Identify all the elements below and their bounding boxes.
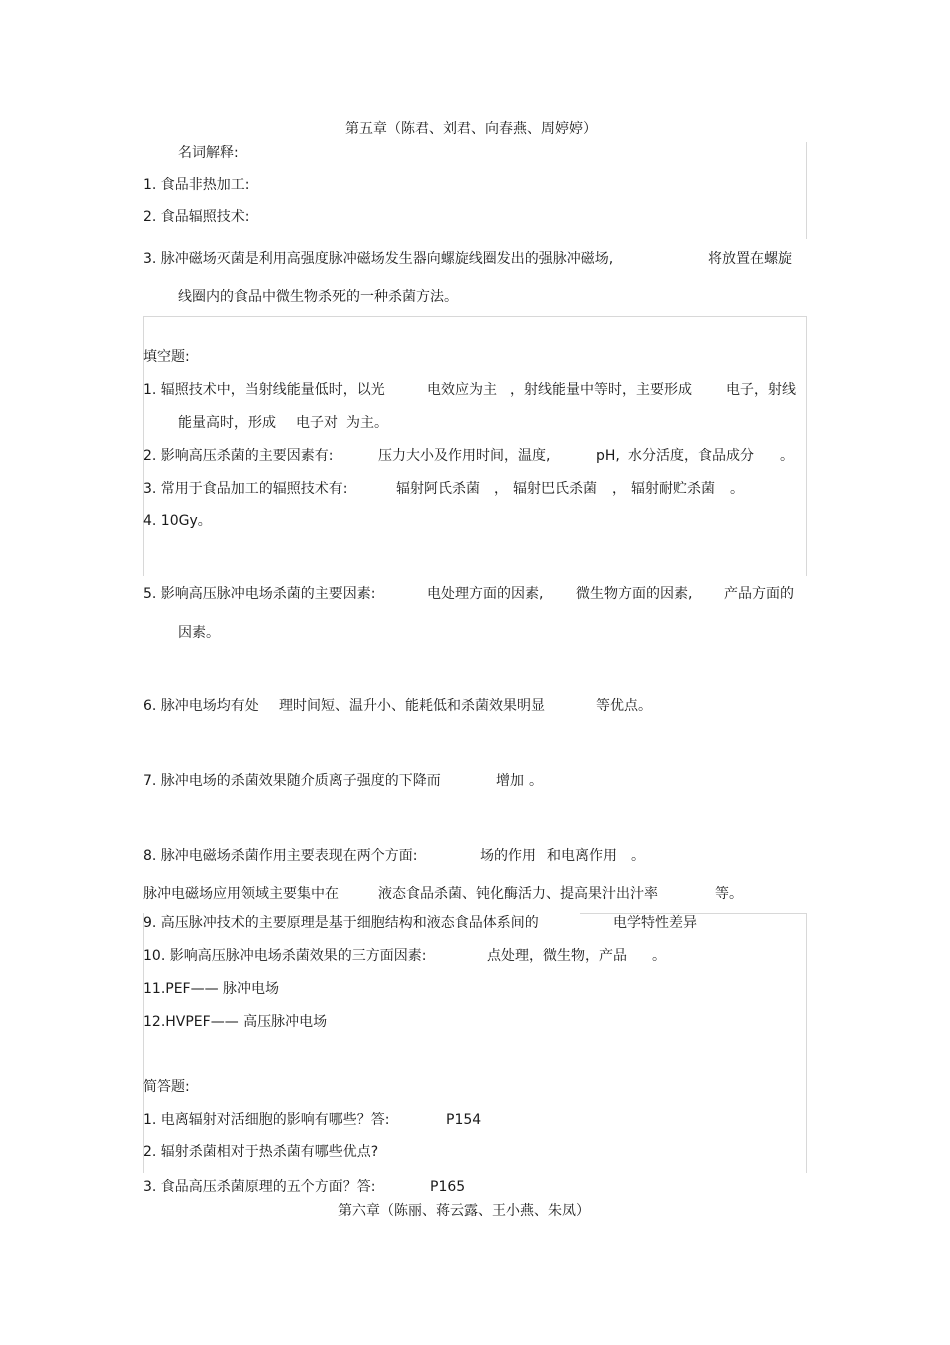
short-item: 3. 食品高压杀菌原理的五个方面？答: <box>143 1179 376 1195</box>
fill-item: 。 <box>529 773 543 789</box>
fill-item: 5. 影响高压脉冲电场杀菌的主要因素: <box>143 586 376 602</box>
fill-item: 11.PEF—— 脉冲电场 <box>143 981 280 997</box>
fill-answer: 压力大小及作用时间，温度, <box>378 448 551 464</box>
fill-answer: 因素。 <box>178 625 220 641</box>
fill-item: 能量高时，形成 <box>178 415 276 431</box>
fill-item: 6. 脉冲电场均有处 <box>143 698 259 714</box>
fill-item: 。 <box>652 948 666 964</box>
fill-answer: 辐射巴氏杀菌 <box>513 481 597 497</box>
fill-answer: 液态食品杀菌、钝化酶活力、提高果汁出汁率 <box>378 886 658 902</box>
term-item: 1. 食品非热加工: <box>143 177 250 193</box>
fill-answer: 产品方面的 <box>724 586 794 602</box>
fill-answer: 辐射耐贮杀菌 <box>631 481 715 497</box>
fill-item: ， <box>612 481 626 497</box>
fill-answer: 理时间短、温升小、能耗低和杀菌效果明显 <box>279 698 545 714</box>
frame-line <box>806 316 807 576</box>
fill-item: 7. 脉冲电场的杀菌效果随介质离子强度的下降而 <box>143 773 441 789</box>
fill-answer: 点处理，微生物，产品 <box>487 948 627 964</box>
fill-item: 。 <box>730 481 744 497</box>
fill-item: 3. 常用于食品加工的辐照技术有: <box>143 481 348 497</box>
term-item: 3. 脉冲磁场灭菌是利用高强度脉冲磁场发生器向螺旋线圈发出的强脉冲磁场, <box>143 251 614 267</box>
fill-answer: 微生物方面的因素, <box>576 586 693 602</box>
fill-answer: 电学特性差异 <box>613 915 697 931</box>
fill-item: 等。 <box>715 886 743 902</box>
fill-item: 为主。 <box>346 415 388 431</box>
fill-answer: 电效应为主 <box>427 382 497 398</box>
fill-item: 等优点。 <box>596 698 652 714</box>
fill-item: 10. 影响高压脉冲电场杀菌效果的三方面因素: <box>143 948 427 964</box>
chapter-title: 第六章（陈丽、蒋云露、王小燕、朱凤） <box>338 1203 590 1219</box>
fill-item: 1. 辐照技术中，当射线能量低时，以光 <box>143 382 385 398</box>
term-item: 线圈内的食品中微生物杀死的一种杀菌方法。 <box>178 289 458 305</box>
section-heading: 简答题: <box>143 1079 190 1095</box>
fill-answer: 电子对 <box>296 415 338 431</box>
fill-item: 脉冲电磁场应用领域主要集中在 <box>143 886 339 902</box>
fill-answer: 电处理方面的因素, <box>427 586 544 602</box>
frame-line <box>806 913 807 1173</box>
section-heading: 名词解释: <box>178 145 239 161</box>
fill-item: ，射线能量中等时，主要形成 <box>510 382 692 398</box>
fill-item: 2. 影响高压杀菌的主要因素有: <box>143 448 334 464</box>
fill-item: 9. 高压脉冲技术的主要原理是基于细胞结构和液态食品体系间的 <box>143 915 539 931</box>
fill-answer: pH, <box>596 448 620 464</box>
fill-answer: 增加 <box>496 773 524 789</box>
frame-line <box>143 316 807 317</box>
chapter-title: 第五章（陈君、刘君、向春燕、周婷婷） <box>345 121 597 137</box>
fill-item: 4. 10Gy。 <box>143 513 212 529</box>
fill-item: 。 <box>780 448 794 464</box>
fill-item: ， <box>494 481 508 497</box>
fill-item: 8. 脉冲电磁场杀菌作用主要表现在两个方面: <box>143 848 418 864</box>
short-answer: P165 <box>430 1179 466 1195</box>
section-heading: 填空题: <box>143 349 190 365</box>
fill-item: 12.HVPEF—— 高压脉冲电场 <box>143 1014 328 1030</box>
short-item: 2. 辐射杀菌相对于热杀菌有哪些优点? <box>143 1144 379 1160</box>
fill-answer: 场的作用 <box>480 848 536 864</box>
fill-answer: 辐射阿氏杀菌 <box>396 481 480 497</box>
term-item: 2. 食品辐照技术: <box>143 209 250 225</box>
short-item: 1. 电离辐射对活细胞的影响有哪些？答: <box>143 1112 390 1128</box>
frame-line <box>806 142 807 239</box>
fill-answer: 电子，射线 <box>726 382 796 398</box>
fill-answer: 水分活度，食品成分 <box>628 448 754 464</box>
fill-answer: 和电离作用 <box>547 848 617 864</box>
fill-item: 。 <box>631 848 645 864</box>
short-answer: P154 <box>446 1112 482 1128</box>
term-item: 将放置在螺旋 <box>708 251 792 267</box>
